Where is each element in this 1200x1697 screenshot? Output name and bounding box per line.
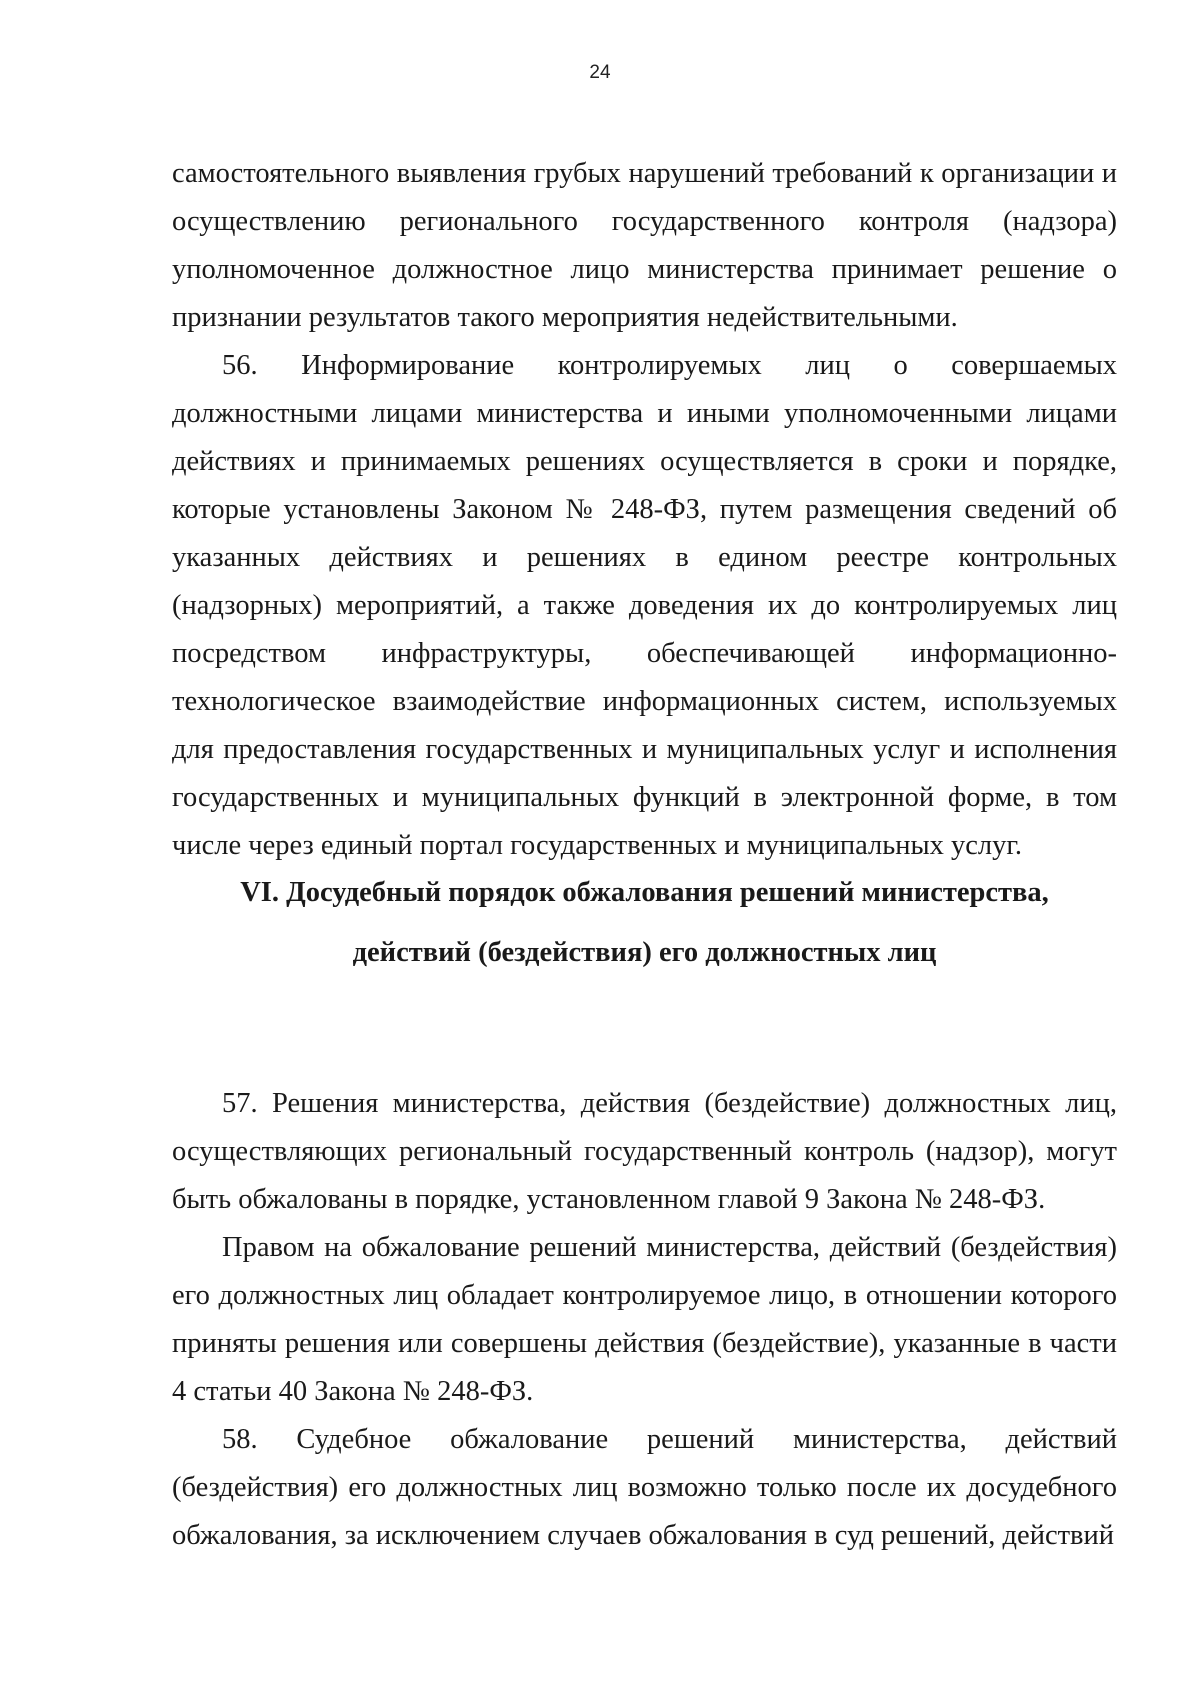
paragraph-58: 58. Судебное обжалование решений министерства, действий (бездействия) его должностных лиц возможно только после их досудебного обжалования, за исключением случаев обжалования в суд решений, действий: [172, 1424, 1117, 1551]
paragraph-continuation: самостоятельного выявления грубых нарушений требований к организации и осуществлению регионального государственного контроля (надзора) уполномоченное должностное лицо министерства принимает решение о признании результатов такого мероприятия недействительными.: [172, 158, 1117, 333]
paragraph-appeal-right: Правом на обжалование решений министерства, действий (бездействия) его должностных лиц обладает контролируемое лицо, в отношении которого приняты решения или совершены действия (бездействие), указанные в части 4 статьи 40 Закона № 248-ФЗ.: [172, 1232, 1117, 1407]
section-heading-line-1: VI. Досудебный порядок обжалования решений министерства,: [240, 877, 1049, 908]
text-block-bottom: [172, 1080, 1117, 1560]
text-block-top: [172, 150, 1117, 870]
section-heading: [172, 863, 1117, 983]
section-heading-line-2: действий (бездействия) его должностных лиц: [352, 937, 937, 968]
paragraph-57: 57. Решения министерства, действия (бездействие) должностных лиц, осуществляющих региональный государственный контроль (надзор), могут быть обжалованы в порядке, установленном главой 9 Закона № 248-ФЗ.: [172, 1088, 1117, 1215]
page-number: 24: [589, 62, 611, 83]
paragraph-56: 56. Информирование контролируемых лиц о совершаемых должностными лицами министерства и иными уполномоченными лицами действиях и принимаемых решениях осуществляется в сроки и порядке, которые установлены Законом № 248-ФЗ, путем размещения сведений об указанных действиях и решениях в едином реестре контрольных (надзорных) мероприятий, а также доведения их до контролируемых лиц посредством инфраструктуры, обеспечивающей информационно-технологическое взаимодействие информационных систем, используемых для предоставления государственных и муниципальных услуг и исполнения государственных и муниципальных функций в электронной форме, в том числе через единый портал государственных и муниципальных услуг.: [172, 350, 1117, 861]
